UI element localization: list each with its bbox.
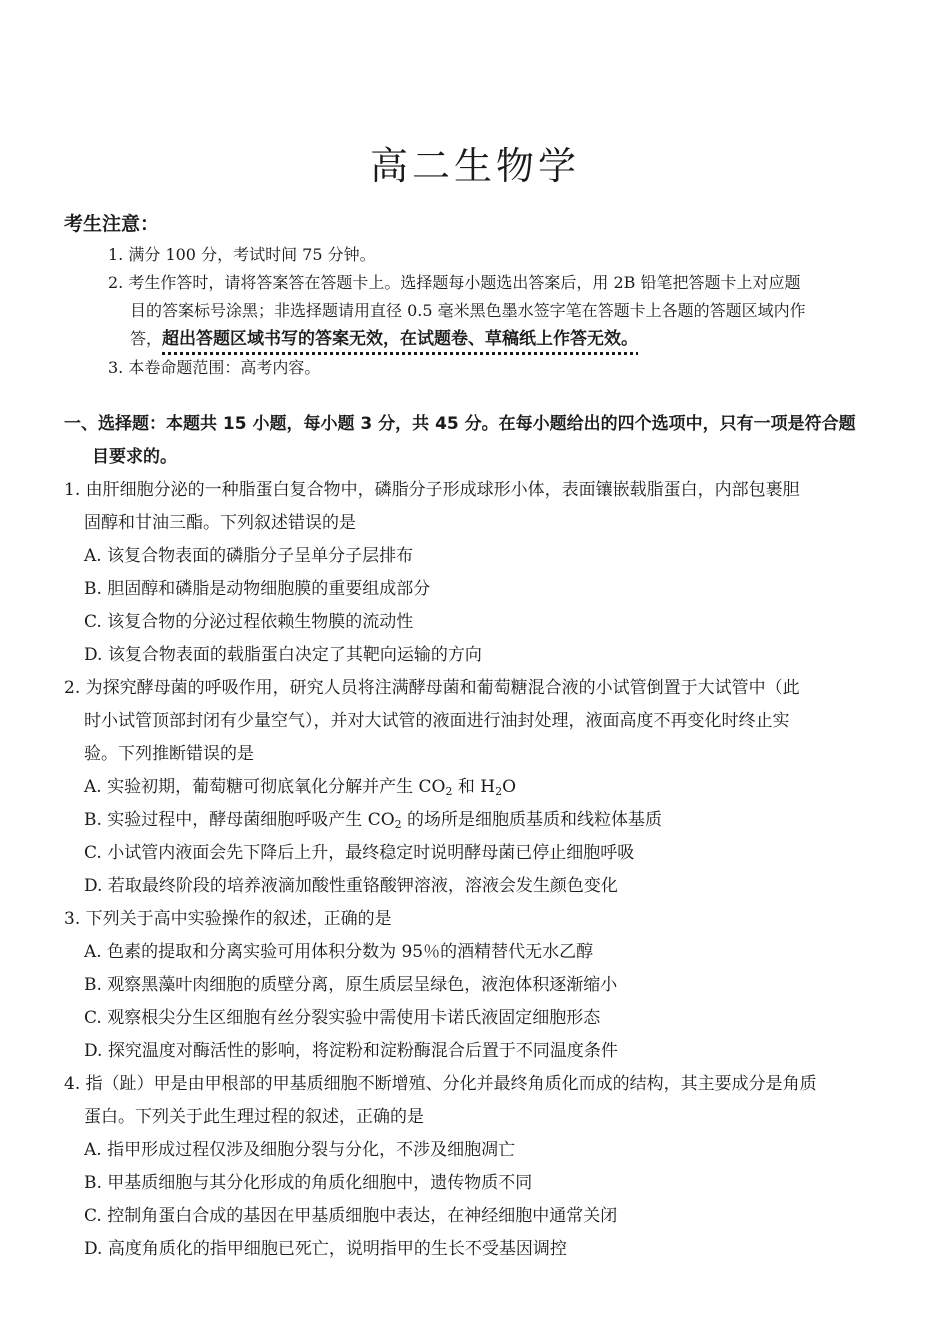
question-2-option-b-text-end: 的场所是细胞质基质和线粒体基质: [401, 810, 663, 830]
question-4-option-c: C. 控制角蛋白合成的基因在甲基质细胞中表达，在神经细胞中通常关闭: [84, 1206, 618, 1226]
question-1-option-d: D. 该复合物表面的载脂蛋白决定了其靶向运输的方向: [84, 645, 482, 665]
question-1-option-c: C. 该复合物的分泌过程依赖生物膜的流动性: [84, 612, 414, 632]
question-2-option-a-text-mid: 和 H: [452, 777, 496, 797]
question-3-stem-line-1: 3. 下列关于高中实验操作的叙述，正确的是: [64, 909, 392, 929]
question-2-option-a-text: A. 实验初期，葡萄糖可彻底氧化分解并产生 CO: [84, 777, 446, 797]
question-2-option-c: C. 小试管内液面会先下降后上升，最终稳定时说明酵母菌已停止细胞呼吸: [84, 843, 635, 863]
notice-item-2-line-1: 2. 考生作答时，请将答案答在答题卡上。选择题每小题选出答案后，用 2B 铅笔把答题卡上对应题: [108, 273, 801, 292]
notice-item-2-line-2: 目的答案标号涂黑；非选择题请用直径 0.5 毫米黑色墨水签字笔在答题卡上各题的答题区域内作: [130, 301, 806, 320]
question-2-stem-line-3: 验。下列推断错误的是: [84, 744, 254, 764]
question-3-option-c: C. 观察根尖分生区细胞有丝分裂实验中需使用卡诺氏液固定细胞形态: [84, 1008, 601, 1028]
question-1-stem-line-1: 1. 由肝细胞分泌的一种脂蛋白复合物中，磷脂分子形成球形小体，表面镶嵌载脂蛋白，内部包裹胆: [64, 480, 800, 500]
notice-item-3: 3. 本卷命题范围：高考内容。: [108, 358, 321, 377]
question-4-stem-line-1: 4. 指（趾）甲是由甲根部的甲基质细胞不断增殖、分化并最终角质化而成的结构，其主要成分是角质: [64, 1074, 817, 1094]
question-2-option-b-text: B. 实验过程中，酵母菌细胞呼吸产生 CO: [84, 810, 395, 830]
question-3-option-b: B. 观察黑藻叶肉细胞的质壁分离，原生质层呈绿色，液泡体积逐渐缩小: [84, 975, 618, 995]
notice-item-2-line-3-prefix: 答，: [130, 329, 163, 348]
question-2-stem-line-1: 2. 为探究酵母菌的呼吸作用，研究人员将注满酵母菌和葡萄糖混合液的小试管倒置于大试管中（此: [64, 678, 800, 698]
question-2-stem-line-2: 时小试管顶部封闭有少量空气），并对大试管的液面进行油封处理，液面高度不再变化时终止实: [84, 711, 790, 731]
section-heading: 一、选择题：本题共 15 小题，每小题 3 分，共 45 分。在每小题给出的四个选项中，只有一项是符合题: [64, 414, 856, 434]
page-title: 高二生物学: [369, 144, 580, 188]
notice-item-1: 1. 满分 100 分，考试时间 75 分钟。: [108, 245, 376, 264]
notice-item-2-line-3: [130, 324, 920, 354]
question-3-option-a: A. 色素的提取和分离实验可用体积分数为 95％的酒精替代无水乙醇: [84, 942, 594, 962]
notice-emphasis-text: 超出答题区域书写的答案无效，在试题卷、草稿纸上作答无效。: [162, 329, 639, 349]
question-2-option-b: [84, 804, 662, 837]
question-4-stem-line-2: 蛋白。下列关于此生理过程的叙述，正确的是: [84, 1107, 424, 1127]
section-heading-cont: 目要求的。: [92, 447, 177, 467]
question-2-option-d: D. 若取最终阶段的培养液滴加酸性重铬酸钾溶液，溶液会发生颜色变化: [84, 876, 618, 896]
subscript: 2: [495, 785, 503, 798]
question-1-option-b: B. 胆固醇和磷脂是动物细胞膜的重要组成部分: [84, 579, 431, 599]
question-4-option-b: B. 甲基质细胞与其分化形成的角质化细胞中，遗传物质不同: [84, 1173, 533, 1193]
question-2-option-a: [84, 771, 516, 804]
subscript: 2: [394, 818, 402, 831]
question-2-option-a-text-end: O: [502, 777, 517, 797]
question-4-option-d: D. 高度角质化的指甲细胞已死亡，说明指甲的生长不受基因调控: [84, 1239, 567, 1259]
notice-heading: 考生注意：: [64, 213, 160, 235]
question-1-option-a: A. 该复合物表面的磷脂分子呈单分子层排布: [84, 546, 414, 566]
question-4-option-a: A. 指甲形成过程仅涉及细胞分裂与分化，不涉及细胞凋亡: [84, 1140, 516, 1160]
subscript: 2: [445, 785, 453, 798]
question-3-option-d: D. 探究温度对酶活性的影响，将淀粉和淀粉酶混合后置于不同温度条件: [84, 1041, 618, 1061]
question-1-stem-line-2: 固醇和甘油三酯。下列叙述错误的是: [84, 513, 356, 533]
